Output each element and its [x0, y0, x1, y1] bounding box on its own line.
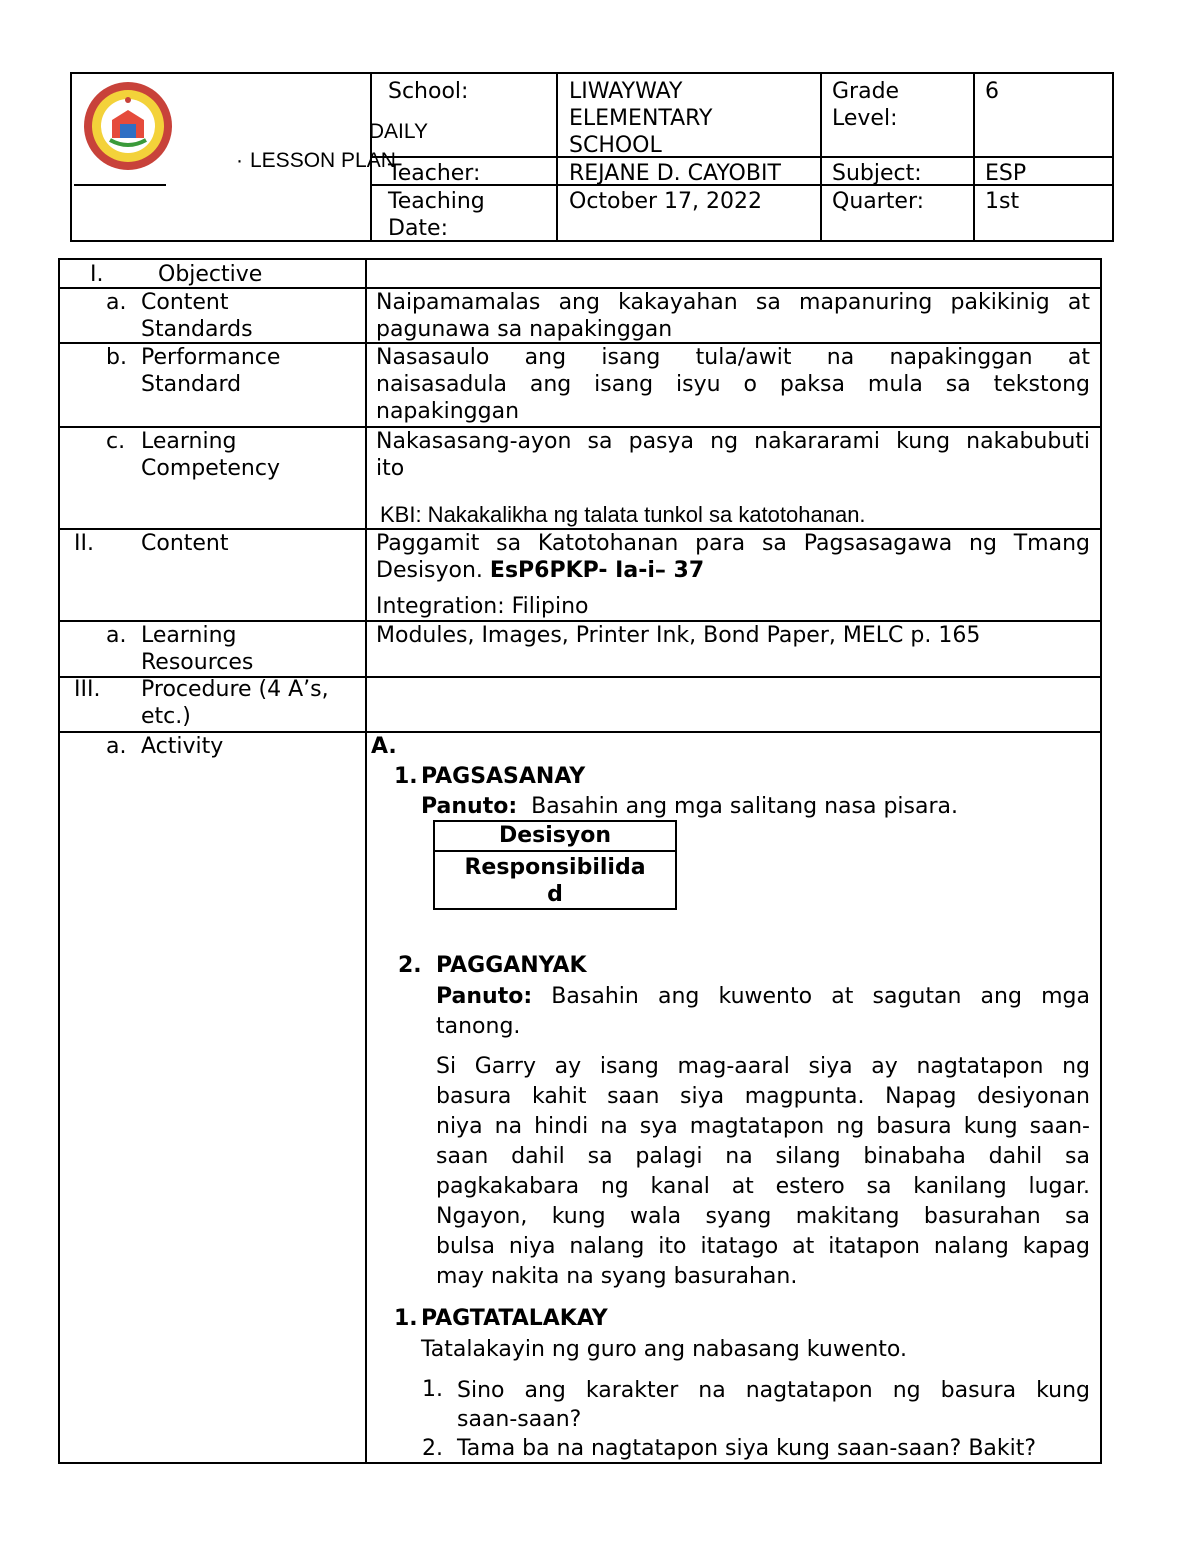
- part1-num: 1.: [394, 764, 418, 789]
- word-table: [433, 820, 677, 910]
- activity-num: a.: [106, 734, 127, 759]
- grade-label: [832, 78, 899, 132]
- activity-heading: A.: [371, 734, 397, 759]
- learning-resources-value: Modules, Images, Printer Ink, Bond Paper, MELC p. 165: [376, 623, 981, 648]
- instruction-text: Basahin ang kuwento at sagutan ang mga: [551, 984, 1090, 1009]
- doc-title-line2: [236, 147, 396, 175]
- procedure-label: [141, 676, 329, 730]
- activity-label: Activity: [141, 734, 224, 759]
- content-standards-num: a.: [106, 290, 127, 315]
- doc-title-text: LESSON PLAN: [250, 149, 396, 172]
- story-line: basura kahit saan siya magpunta. Napag desiyonan: [436, 1084, 1090, 1109]
- integration-text: Integration: Filipino: [376, 594, 589, 619]
- subject-label: Subject:: [832, 161, 922, 186]
- story-paragraph: [436, 1052, 1090, 1292]
- part1-title: PAGSASANAY: [421, 764, 586, 789]
- content-value: [376, 530, 1090, 584]
- learning-competency-value: [376, 428, 1090, 482]
- label-line: etc.): [141, 704, 191, 729]
- content-text: Desisyon.: [376, 558, 490, 583]
- date-label-line: Date:: [388, 216, 448, 241]
- instruction-line: tanong.: [436, 1014, 521, 1039]
- grade-label-line: Level:: [832, 106, 898, 131]
- label-line: Standards: [141, 317, 253, 342]
- label-line: Content: [141, 290, 229, 315]
- school-value-line: ELEMENTARY: [569, 106, 713, 131]
- header-table: [70, 72, 1114, 242]
- objective-num: I.: [90, 262, 104, 287]
- part3-num: 1.: [394, 1306, 418, 1331]
- part2-instruction: [436, 982, 1090, 1042]
- label-line: Competency: [141, 456, 280, 481]
- label-line: Standard: [141, 372, 242, 397]
- content-label: Content: [141, 531, 229, 556]
- word-line: Responsibilida: [464, 855, 646, 880]
- procedure-num: III.: [74, 677, 101, 702]
- question-line: Sino ang karakter na nagtatapon ng basura kung: [457, 1378, 1090, 1403]
- part2-title: PAGGANYAK: [436, 953, 587, 978]
- date-label-line: Teaching: [388, 189, 485, 214]
- grade-value: 6: [985, 79, 999, 104]
- story-line: Si Garry ay isang mag-aaral siya ay nagtatapon ng: [436, 1054, 1090, 1079]
- part3-title: PAGTATALAKAY: [421, 1306, 608, 1331]
- instruction-text: Basahin ang mga salitang nasa pisara.: [531, 794, 958, 819]
- label-line: Learning: [141, 429, 237, 454]
- performance-standard-num: b.: [106, 345, 127, 370]
- date-value: October 17, 2022: [569, 189, 763, 214]
- content-standards-value: [376, 289, 1090, 343]
- competency-code: EsP6PKP- Ia-i– 37: [489, 558, 705, 583]
- value-line: Nakasasang-ayon sa pasya ng nakararami kung nakabubuti: [376, 429, 1090, 454]
- kbi-text: KBI: Nakakalikha ng talata tunkol sa katotohanan.: [380, 502, 866, 527]
- grade-label-line: Grade: [832, 79, 900, 104]
- subject-value: ESP: [985, 161, 1027, 186]
- word-responsibilidad: [435, 854, 675, 908]
- part2-num: 2.: [398, 953, 422, 978]
- label-line: Resources: [141, 650, 254, 675]
- teacher-label: Teacher:: [388, 161, 481, 186]
- school-value: [569, 78, 713, 159]
- performance-standard-label: [141, 344, 280, 398]
- story-line: bulsa niya nalang ito itatago at itatapon nalang kapag: [436, 1234, 1090, 1259]
- school-seal-icon: [82, 80, 174, 172]
- date-label: [388, 188, 485, 242]
- instruction-label: Panuto:: [436, 984, 533, 1009]
- value-line: Paggamit sa Katotohanan para sa Pagsasagawa ng Tmang: [376, 531, 1090, 556]
- value-line: Naipamamalas ang kakayahan sa mapanuring pakikinig at: [376, 290, 1090, 315]
- label-line: Performance: [141, 345, 281, 370]
- learning-competency-num: c.: [106, 429, 126, 454]
- part1-instruction: [421, 793, 958, 820]
- question-line: saan-saan?: [457, 1407, 582, 1432]
- doc-title-line1: DAILY: [368, 120, 428, 143]
- story-line: may nakita na syang basurahan.: [436, 1264, 798, 1289]
- story-line: pagkakabara ng kanal at estero sa kanilang lugar.: [436, 1174, 1090, 1199]
- value-line: naisasadula ang isang isyu o paksa mula sa tekstong: [376, 372, 1090, 397]
- value-line: ito: [376, 456, 405, 481]
- story-line: saan dahil sa palagi na silang binabaha dahil sa: [436, 1144, 1090, 1169]
- performance-standard-value: [376, 344, 1090, 425]
- learning-competency-label: [141, 428, 280, 482]
- word-desisyon: Desisyon: [498, 823, 612, 848]
- part3-intro: Tatalakayin ng guro ang nabasang kuwento.: [421, 1337, 907, 1362]
- learning-resources-label: [141, 622, 253, 676]
- instruction-line: [436, 982, 1090, 1012]
- teacher-value: REJANE D. CAYOBIT: [569, 161, 781, 186]
- content-num: II.: [74, 531, 94, 556]
- school-label: School:: [388, 79, 469, 104]
- school-value-line: LIWAYWAY: [569, 79, 683, 104]
- question2-num: 2.: [422, 1436, 443, 1461]
- learning-resources-num: a.: [106, 623, 127, 648]
- question1-num: 1.: [422, 1377, 443, 1402]
- value-line: Nasasaulo ang isang tula/awit na napakinggan at: [376, 345, 1090, 370]
- word-table-divider: [435, 850, 675, 852]
- value-line: [376, 557, 1090, 584]
- story-line: niya na hindi na sya magtatapon ng basura kung saan-: [436, 1114, 1090, 1139]
- label-line: Procedure (4 A’s,: [141, 677, 329, 702]
- question1: [457, 1376, 1090, 1434]
- question2: Tama ba na nagtatapon siya kung saan-saan? Bakit?: [457, 1436, 1037, 1461]
- content-standards-label: [141, 289, 253, 343]
- value-line: pagunawa sa napakinggan: [376, 317, 673, 342]
- header-divider: [72, 184, 166, 186]
- column-divider: [365, 260, 367, 1462]
- school-value-line: SCHOOL: [569, 133, 662, 158]
- quarter-label: Quarter:: [832, 189, 925, 214]
- value-line: napakinggan: [376, 399, 520, 424]
- header-divider: [370, 156, 1112, 158]
- title-bullet: ·: [236, 149, 243, 172]
- objective-label: Objective: [158, 262, 263, 287]
- word-line: d: [547, 882, 563, 907]
- quarter-value: 1st: [985, 189, 1020, 214]
- instruction-label: Panuto:: [421, 794, 518, 819]
- label-line: Learning: [141, 623, 237, 648]
- story-line: Ngayon, kung wala syang makitang basurahan sa: [436, 1204, 1090, 1229]
